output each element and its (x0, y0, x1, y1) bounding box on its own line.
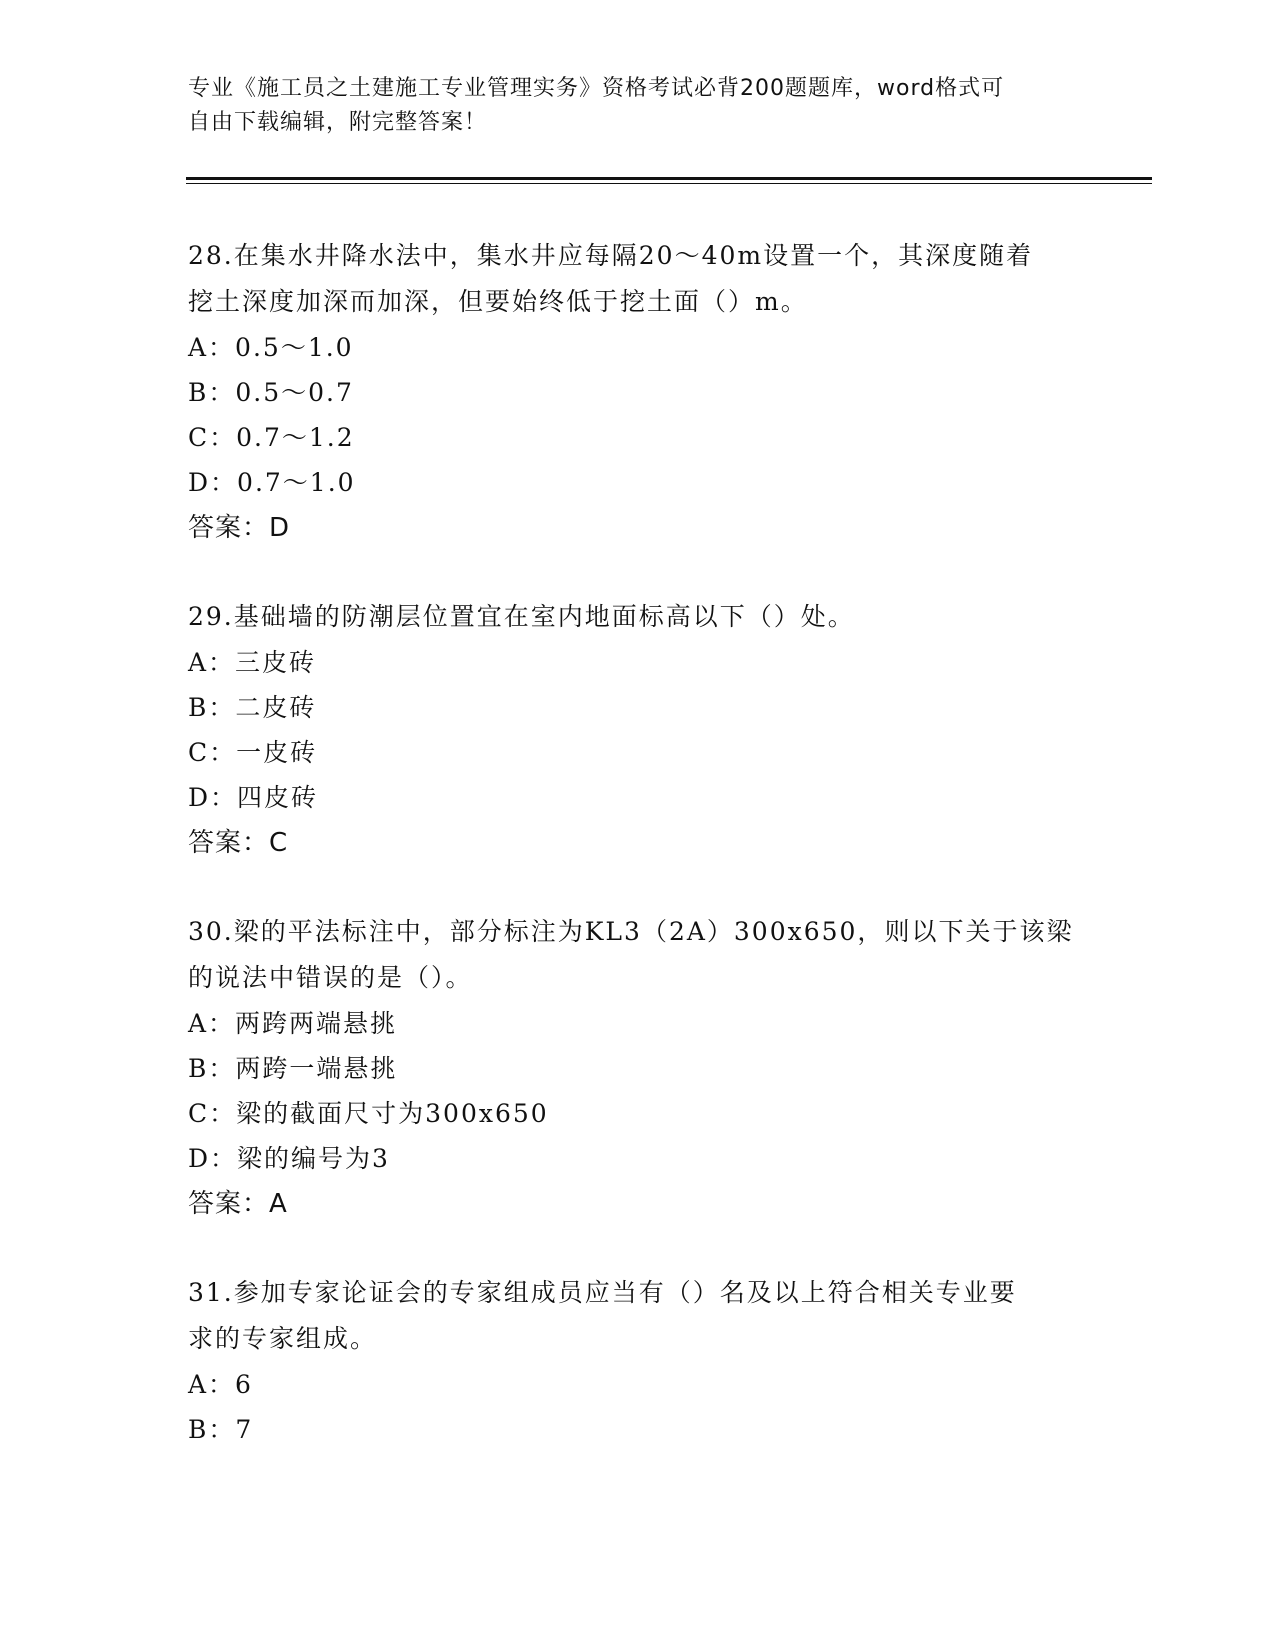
option-d: D：四皮砖 (188, 783, 319, 812)
option-a: A：0.5～1.0 (188, 333, 354, 362)
option-d: D：0.7～1.0 (188, 468, 356, 497)
option-c: C：梁的截面尺寸为300x650 (188, 1099, 549, 1128)
option-b: B：两跨一端悬挑 (188, 1054, 398, 1083)
question-28 (188, 233, 1088, 551)
question-text-line: 29.基础墙的防潮层位置宜在室内地面标高以下（）处。 (188, 602, 855, 631)
question-text-line: 挖土深度加深而加深，但要始终低于挖土面（）m。 (188, 287, 808, 316)
option-a: A：三皮砖 (188, 648, 317, 677)
option-b: B：二皮砖 (188, 693, 317, 722)
header-line-2: 自由下载编辑，附完整答案！ (188, 110, 488, 135)
question-text-line: 28.在集水井降水法中，集水井应每隔20～40m设置一个，其深度随着 (188, 241, 1034, 270)
answer-line: 答案：A (188, 1189, 288, 1219)
option-a: A：两跨两端悬挑 (188, 1009, 398, 1038)
question-text-line: 30.梁的平法标注中，部分标注为KL3（2A）300x650，则以下关于该梁 (188, 917, 1074, 946)
header-line-1: 专业《施工员之土建施工专业管理实务》资格考试必背200题题库，word格式可 (188, 76, 1005, 101)
question-29 (188, 594, 1088, 866)
header-divider-thin (186, 183, 1152, 184)
option-c: C：一皮砖 (188, 738, 318, 767)
option-c: C：0.7～1.2 (188, 423, 355, 452)
option-b: B：7 (188, 1415, 254, 1444)
option-b: B：0.5～0.7 (188, 378, 354, 407)
question-31 (188, 1270, 1088, 1452)
question-text-line: 求的专家组成。 (188, 1324, 378, 1353)
question-text-line: 31.参加专家论证会的专家组成员应当有（）名及以上符合相关专业要 (188, 1278, 1017, 1307)
answer-line: 答案：D (188, 513, 291, 543)
option-d: D：梁的编号为3 (188, 1144, 390, 1173)
option-a: A：6 (188, 1370, 253, 1399)
question-30 (188, 909, 1088, 1227)
header-divider-thick (186, 177, 1152, 180)
question-list (188, 233, 1088, 1495)
answer-line: 答案：C (188, 828, 289, 858)
document-header (188, 72, 1088, 140)
question-text-line: 的说法中错误的是（）。 (188, 963, 473, 992)
